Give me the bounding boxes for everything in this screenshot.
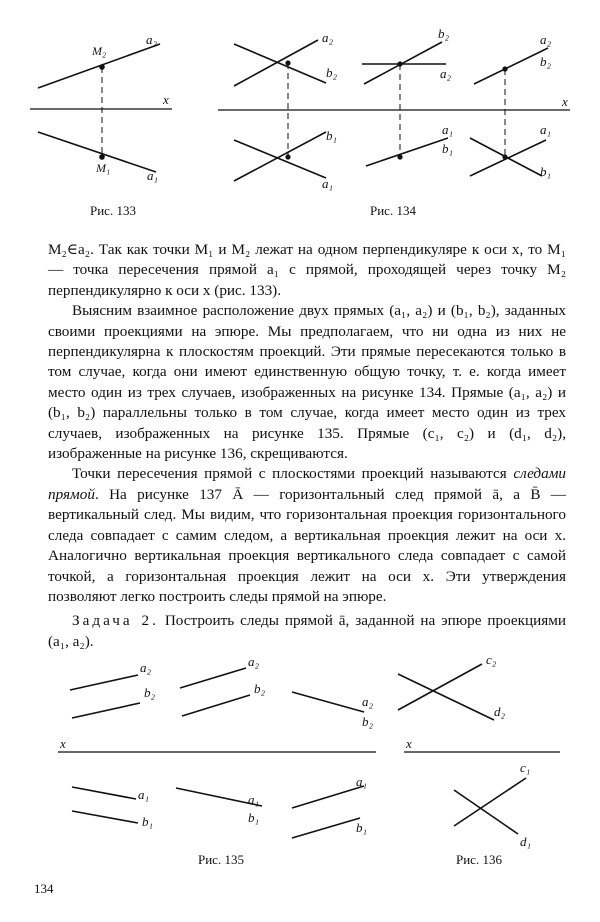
task-label: Задача 2. bbox=[72, 612, 159, 630]
label-a1: a₁ bbox=[356, 774, 368, 789]
label-a1: a₁ bbox=[248, 792, 260, 807]
caption-fig135: Рис. 135 bbox=[198, 852, 244, 867]
label-x: x bbox=[60, 736, 66, 751]
label-a1: a₁ bbox=[147, 168, 159, 183]
label-a1: a₁ bbox=[138, 787, 150, 802]
label-a1: a₁ bbox=[322, 176, 334, 191]
label-b2: b₂ bbox=[438, 26, 450, 41]
line-d1 bbox=[454, 790, 518, 834]
line-a1 bbox=[292, 786, 364, 808]
label-b2: b₂ bbox=[326, 65, 338, 80]
label-a2: a₂ bbox=[540, 32, 552, 47]
intersection-upper bbox=[285, 60, 290, 65]
label-a2: a₂ bbox=[140, 660, 152, 675]
point-M2 bbox=[99, 64, 105, 70]
line-d2 bbox=[398, 674, 494, 720]
label-c2: c₂ bbox=[486, 652, 497, 667]
intersection-lower bbox=[397, 154, 402, 159]
intersection-lower bbox=[502, 154, 507, 159]
label-c1: c₁ bbox=[520, 760, 531, 775]
point-M1 bbox=[99, 154, 105, 160]
label-b1: b₁ bbox=[356, 820, 368, 835]
label-a2: a₂ bbox=[362, 694, 374, 709]
task-text: Построить следы прямой ā, заданной на эпюре проекциями (a₁, a₂). bbox=[48, 612, 566, 650]
caption-fig134: Рис. 134 bbox=[370, 203, 416, 218]
label-b2: b₂ bbox=[144, 685, 156, 700]
line-a2 bbox=[234, 44, 326, 83]
line-a2-b2 bbox=[292, 692, 364, 712]
line-c2 bbox=[398, 664, 482, 710]
intersection-upper bbox=[502, 66, 507, 71]
line-b1 bbox=[292, 818, 360, 838]
p3-start: Точки пересечения прямой с плоскостями проекций называются bbox=[72, 465, 514, 483]
label-a2: a₂ bbox=[146, 32, 158, 47]
label-M2: M₂ bbox=[92, 44, 107, 58]
line-b2 bbox=[72, 703, 140, 718]
line-b2 bbox=[364, 42, 442, 84]
figure-136 bbox=[398, 652, 560, 849]
paragraph-2: Выясним взаимное расположение двух прямых (a₁, a₂) и (b₁, b₂), заданных своими проекциями на эпюре. Мы предполагаем, что ни одна из них не перпендикулярна к плоскостям проекций. Эти прямые пересекаются только в том случае, когда они имеют единственную общую точку, т. е. когда имеет место один из трех случаев, изображенных на рисунке 134. Прямые (a₁, a₂) и (b₁, b₂) параллельны только в том случае, когда имеет место один из трех случаев, изображенных на рисунке 135. Прямые (c₁, c₂) и (d₁, d₂), изображенные на рисунке 136, скрещиваются. bbox=[48, 302, 566, 463]
body-text bbox=[48, 240, 566, 652]
paragraph-1: M₂∈a₂. Так как точки M₁ и M₂ лежат на одном перпендикуляре к оси x, то M₁ — точка пересечения прямой a₁ с прямой, проходящей через точку M₂ перпендикулярно к оси x (рис. 133). bbox=[48, 241, 566, 299]
line-a1 bbox=[234, 132, 326, 181]
intersection-lower bbox=[285, 154, 290, 159]
label-d2: d₂ bbox=[494, 704, 506, 719]
line-a1 bbox=[72, 787, 136, 799]
label-a1: a₁ bbox=[540, 122, 552, 137]
label-b1: b₁ bbox=[248, 810, 260, 825]
label-x: x bbox=[406, 736, 412, 751]
page-number: 134 bbox=[34, 881, 54, 896]
label-b1: b₁ bbox=[142, 814, 154, 829]
label-b2: b₂ bbox=[362, 714, 374, 729]
label-x: x bbox=[163, 92, 169, 107]
figure-134 bbox=[218, 26, 570, 191]
line-b2 bbox=[234, 40, 318, 86]
label-a1: a₁ bbox=[442, 122, 454, 137]
line-a2-b2 bbox=[474, 48, 548, 84]
intersection-upper bbox=[397, 61, 402, 66]
line-b2 bbox=[182, 695, 250, 716]
label-x: x bbox=[562, 94, 568, 109]
paragraph-3 bbox=[48, 464, 566, 607]
label-a2: a₂ bbox=[248, 654, 260, 669]
label-a2: a₂ bbox=[322, 30, 334, 45]
caption-fig133: Рис. 133 bbox=[90, 203, 136, 218]
label-b2: b₂ bbox=[540, 54, 552, 69]
label-a2: a₂ bbox=[440, 66, 452, 81]
line-a2 bbox=[180, 668, 246, 688]
label-M1: M₁ bbox=[96, 161, 111, 175]
label-b2: b₂ bbox=[254, 681, 266, 696]
figure-135 bbox=[58, 654, 376, 838]
term-sledy-pryamoy: следами прямой bbox=[48, 465, 566, 503]
label-b1: b₁ bbox=[326, 128, 338, 143]
line-a1-b1 bbox=[366, 138, 448, 166]
label-b1: b₁ bbox=[540, 164, 552, 179]
label-b1: b₁ bbox=[442, 141, 454, 156]
paragraph-task bbox=[48, 611, 566, 652]
caption-fig136: Рис. 136 bbox=[456, 852, 502, 867]
figure-133 bbox=[30, 32, 172, 183]
line-b1 bbox=[234, 140, 326, 178]
line-b1 bbox=[72, 811, 138, 823]
line-a2 bbox=[70, 675, 138, 690]
label-d1: d₁ bbox=[520, 834, 532, 849]
p3-end: . На рисунке 137 Ā — горизонтальный след прямой ā, а B̄ — вертикальный след. Мы видим, что горизонтальная проекция горизонтального следа совпадает с самим следом, а вертикальная проекция лежит на оси x. Аналогично вертикальная проекция вертикального следа совпадает с самой точкой, а горизонтальная проекция лежит на оси x. Эти утверждения позволяют легко построить следы прямой на эпюре. bbox=[48, 485, 566, 605]
line-c1 bbox=[454, 778, 526, 826]
